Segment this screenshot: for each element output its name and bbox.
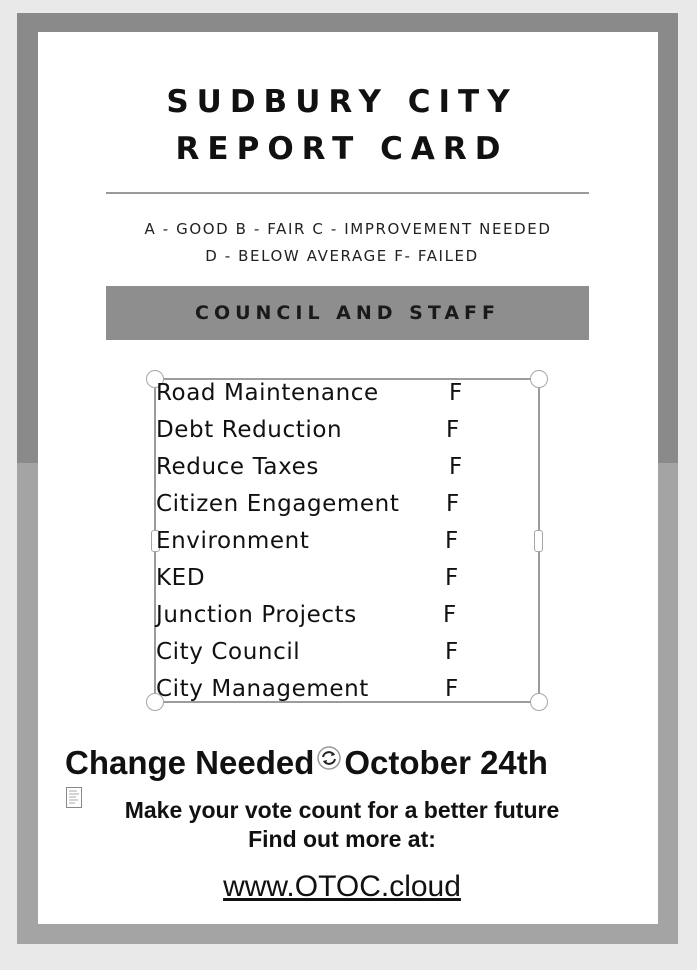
divider	[106, 192, 589, 194]
cta-line-2: Find out more at:	[248, 826, 436, 852]
headline	[65, 741, 548, 782]
grade-value: F	[443, 602, 457, 628]
grade-row	[156, 491, 538, 527]
headline-part-1: Change Needed	[65, 744, 315, 781]
grade-label: City Management	[156, 676, 369, 702]
grade-label: Junction Projects	[156, 602, 357, 628]
grade-label: City Council	[156, 639, 301, 665]
grade-legend-line-1: A - GOOD B - FAIR C - IMPROVEMENT NEEDED	[144, 220, 552, 238]
section-header	[106, 286, 589, 340]
grade-value: F	[446, 491, 460, 517]
grade-label: KED	[156, 565, 206, 591]
grade-legend-line-2: D - BELOW AVERAGE F- FAILED	[205, 247, 479, 265]
grade-row	[156, 676, 538, 712]
grade-row	[156, 528, 538, 564]
refresh-icon[interactable]	[316, 741, 342, 767]
grade-row	[156, 565, 538, 601]
grade-value: F	[445, 565, 459, 591]
headline-part-2: October 24th	[344, 744, 548, 781]
title-line-2: REPORT CARD	[175, 131, 509, 167]
website-link[interactable]: www.OTOC.cloud	[223, 870, 461, 903]
grade-row	[156, 602, 538, 638]
title-line-1: SUDBURY CITY	[166, 84, 518, 120]
grade-value: F	[445, 528, 459, 554]
grade-row	[156, 454, 538, 490]
grade-label: Environment	[156, 528, 310, 554]
grade-value: F	[446, 417, 460, 443]
grade-row	[156, 417, 538, 453]
grade-label: Debt Reduction	[156, 417, 343, 443]
grade-value: F	[449, 454, 463, 480]
grade-value: F	[445, 676, 459, 702]
cta-line-1: Make your vote count for a better future	[124, 797, 560, 823]
grade-row	[156, 639, 538, 675]
section-title: COUNCIL AND STAFF	[195, 302, 500, 324]
grade-row	[156, 380, 538, 416]
grade-value: F	[445, 639, 459, 665]
report-card	[38, 32, 658, 924]
grade-label: Citizen Engagement	[156, 491, 400, 517]
grade-value: F	[449, 380, 463, 406]
grades-text-box[interactable]	[154, 378, 540, 703]
grade-label: Road Maintenance	[156, 380, 379, 406]
grade-label: Reduce Taxes	[156, 454, 319, 480]
